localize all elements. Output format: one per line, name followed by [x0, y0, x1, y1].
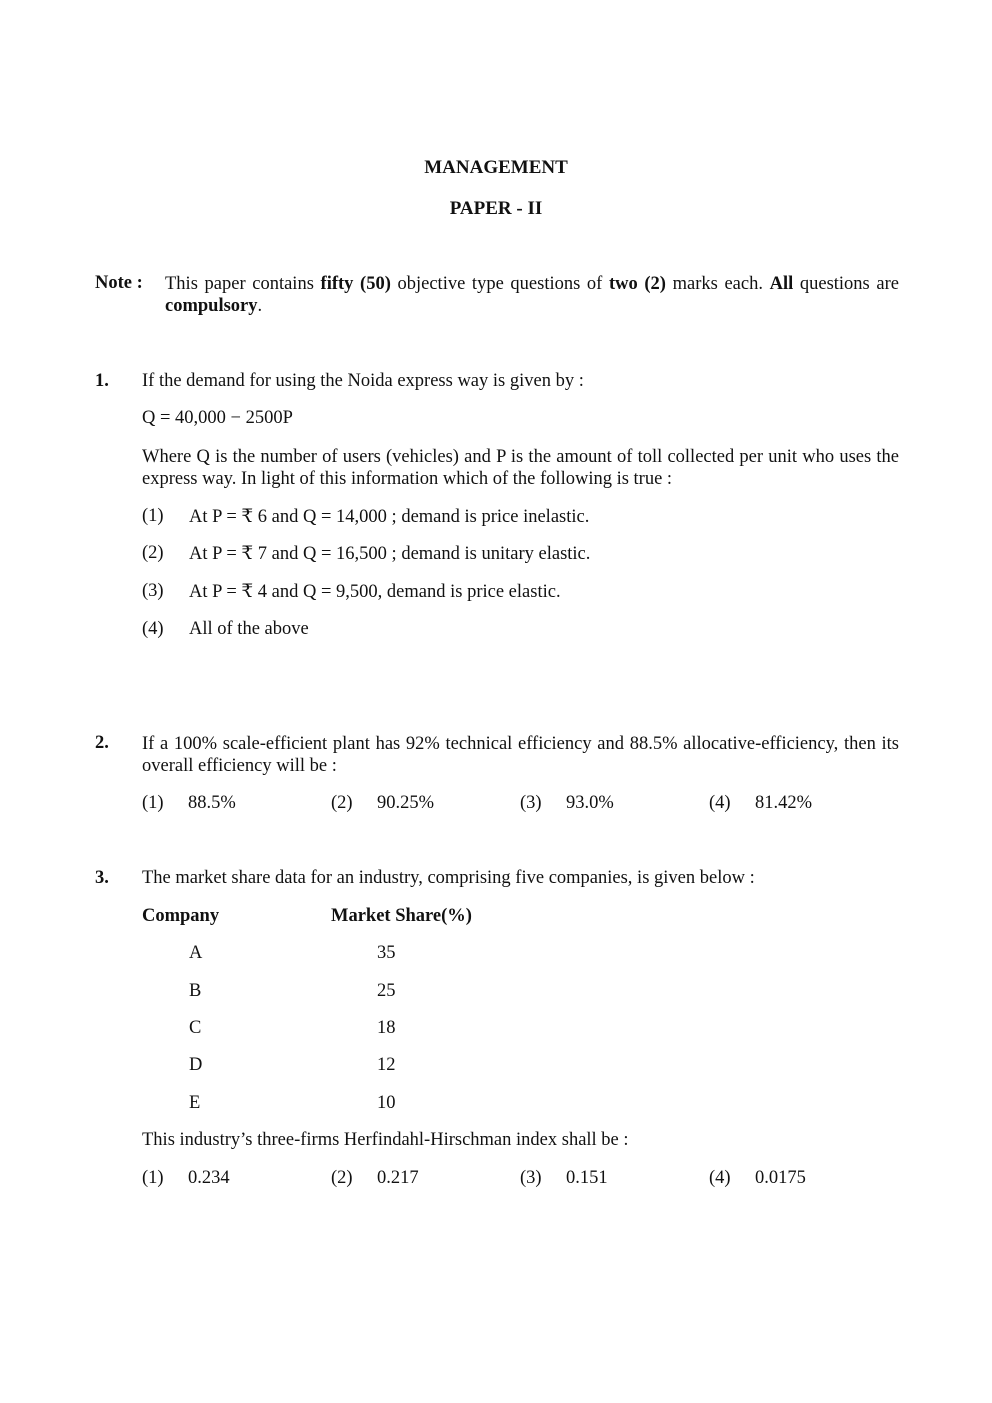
option-text: 90.25%: [377, 793, 435, 813]
option-text: At P = ₹ 4 and Q = 9,500, demand is price elastic.: [189, 582, 561, 602]
paper-title: PAPER - II: [449, 198, 543, 219]
note-seg: All: [769, 274, 794, 294]
subject-title: MANAGEMENT: [424, 157, 568, 178]
table-header-company: Company: [142, 906, 220, 926]
option-text: At P = ₹ 6 and Q = 14,000 ; demand is price inelastic.: [189, 507, 590, 527]
option-text: At P = ₹ 7 and Q = 16,500 ; demand is unitary elastic.: [189, 544, 591, 564]
note-seg: fifty (50): [320, 274, 391, 294]
option-number: (4): [709, 1168, 731, 1188]
option-number: (1): [142, 506, 164, 526]
question-context: Where Q is the number of users (vehicles) and P is the amount of toll collected per unit who uses the express way. In light of this information which of the following is true :: [142, 447, 899, 489]
demand-equation: Q = 40,000 − 2500P: [142, 408, 293, 428]
option-text: 0.234: [188, 1168, 230, 1188]
option-number: (1): [142, 793, 164, 813]
note-label: Note :: [95, 273, 143, 293]
table-cell-company: B: [189, 981, 202, 1001]
question-number: 3.: [95, 868, 109, 888]
table-cell-share: 10: [377, 1093, 396, 1113]
table-header-market-share: Market Share(%): [331, 906, 472, 926]
table-cell-share: 12: [377, 1055, 396, 1075]
option-number: (3): [520, 1168, 542, 1188]
note-seg: compulsory: [165, 296, 258, 316]
option-text: 0.217: [377, 1168, 419, 1188]
option-number: (4): [142, 619, 164, 639]
table-cell-share: 25: [377, 981, 396, 1001]
table-cell-share: 18: [377, 1018, 396, 1038]
question-stem: If the demand for using the Noida express way is given by :: [142, 371, 584, 391]
option-text: 81.42%: [755, 793, 813, 813]
table-cell-company: A: [189, 943, 203, 963]
option-number: (3): [142, 581, 164, 601]
option-number: (2): [331, 1168, 353, 1188]
option-number: (2): [142, 543, 164, 563]
option-text: 0.0175: [755, 1168, 806, 1188]
question-stem: If a 100% scale-efficient plant has 92% technical efficiency and 88.5% allocative-efficiency, then its overall efficiency will be :: [142, 734, 899, 776]
option-text: 88.5%: [188, 793, 236, 813]
option-number: (4): [709, 793, 731, 813]
option-number: (3): [520, 793, 542, 813]
question-followup: This industry’s three-firms Herfindahl-Hirschman index shall be :: [142, 1130, 629, 1150]
option-number: (1): [142, 1168, 164, 1188]
option-number: (2): [331, 793, 353, 813]
note-seg: two (2): [608, 274, 666, 294]
question-number: 1.: [95, 371, 109, 391]
note-seg: .: [257, 296, 263, 316]
note-seg: questions are: [793, 274, 899, 294]
option-text: 0.151: [566, 1168, 608, 1188]
note-seg: objective type questions of: [390, 274, 609, 294]
note-seg: marks each.: [665, 274, 770, 294]
table-cell-company: D: [189, 1055, 203, 1075]
note-text: [165, 273, 899, 317]
option-text: 93.0%: [566, 793, 614, 813]
note-seg: This paper contains: [165, 274, 321, 294]
table-cell-company: C: [189, 1018, 202, 1038]
question-number: 2.: [95, 733, 109, 753]
question-stem: The market share data for an industry, comprising five companies, is given below :: [142, 868, 755, 888]
option-text: All of the above: [189, 619, 309, 639]
table-cell-company: E: [189, 1093, 201, 1113]
table-cell-share: 35: [377, 943, 396, 963]
